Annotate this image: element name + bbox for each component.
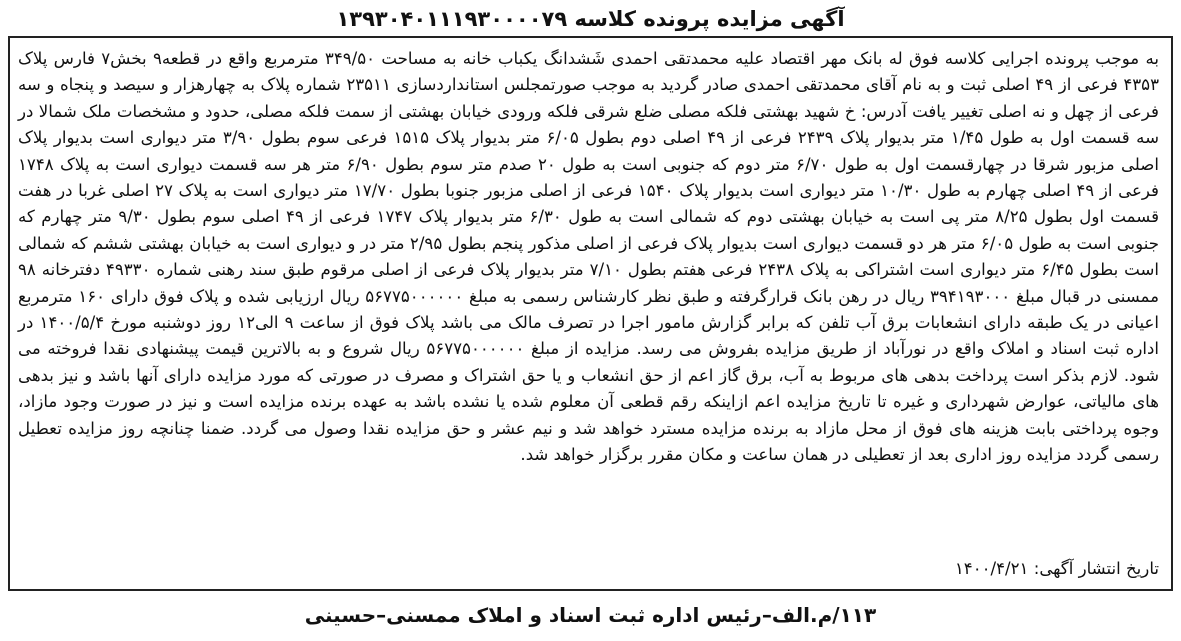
notice-body-frame — [8, 36, 1173, 591]
publish-date-line — [955, 556, 1159, 582]
publish-date-value: ۱۴۰۰/۴/۲۱ — [954, 559, 1029, 578]
notice-signature: ۱۱۳/م.الف–رئیس اداره ثبت اسناد و املاک ممسنی–حسینی — [304, 603, 877, 627]
notice-title: آگهی مزایده پرونده کلاسه ۱۳۹۳۰۴۰۱۱۱۹۳۰۰۰۰۷۹ — [336, 7, 845, 31]
notice-body-text: به موجب پرونده اجرایی کلاسه فوق له بانک مهر اقتصاد علیه محمدتقی احمدی شَشدانگ یکباب خانه به مساحت ۳۴۹/۵۰ مترمربع واقع در قطعه۹ بخش۷ فارس پلاک ۴۳۵۳ فرعی از ۴۹ اصلی ثبت و به نام آقای محمدتقی احمدی صادر گردید به موجب صورتمجلس استانداردسازی ۲۳۵۱۱ شماره پلاک به چهارهزار و سیصد و پنجاه و سه فرعی از چهل و نه اصلی تغییر یافت آدرس: خ شهید بهشتی فلکه مصلی ضلع شرقی فلکه ورودی خیابان بهشتی از سمت فلکه مصلی، حدود و مشخصات ملک شمالا در سه قسمت اول به طول ۱/۴۵ متر بدیوار پلاک ۲۴۳۹ فرعی از ۴۹ اصلی دوم بطول ۶/۰۵ متر بدیوار پلاک ۱۵۱۵ فرعی سوم بطول ۳/۹۰ متر دیواری است بدیوار پلاک اصلی مزبور شرقا در چهارقسمت اول به طول ۶/۷۰ متر دوم که جنوبی است به طول ۲۰ صدم متر سوم بطول ۶/۹۰ متر هر سه قسمت دیواری است به پلاک ۱۷۴۸ فرعی از ۴۹ اصلی چهارم به طول ۱۰/۳۰ متر دیواری است بدیوار پلاک ۱۵۴۰ فرعی از اصلی مزبور جنوبا بطول ۱۷/۷۰ متر دیواری است به پلاک ۲۷ اصلی غربا در هفت قسمت اول بطول ۸/۲۵ متر پی است به خیابان بهشتی دوم که شمالی است به طول ۶/۳۰ متر بدیوار پلاک ۱۷۴۷ فرعی از ۴۹ اصلی سوم بطول ۹/۳۰ متر چهارم که جنوبی است به طول ۶/۰۵ متر هر دو قسمت دیواری است بدیوار پلاک فرعی از اصلی مذکور پنجم بطول ۲/۹۵ متر در و دیواری است به خیابان بهشتی ششم که شمالی است بطول ۶/۴۵ متر دیواری است اشتراکی به پلاک ۲۴۳۸ فرعی هفتم بطول ۷/۱۰ متر بدیوار پلاک فرعی از اصلی مرقوم طبق سند رهنی شماره ۴۹۳۳۰ دفترخانه ۹۸ ممسنی در قبال مبلغ ۳۹۴۱۹۳۰۰۰ ریال در رهن بانک قرارگرفته و طبق نظر کارشناس رسمی به مبلغ ۵۶۷۷۵۰۰۰۰۰۰ ریال ارزیابی شده و پلاک فوق دارای ۱۶۰ مترمربع اعیانی در یک طبقه دارای انشعابات برق آب تلفن که برابر گزارش مامور اجرا در تصرف مالک می باشد پلاک فوق از ساعت ۹ الی۱۲ روز دوشنبه مورخ ۱۴۰۰/۵/۴ در اداره ثبت اسناد و املاک واقع در نورآباد از طریق مزایده بفروش می رسد. مزایده از مبلغ ۵۶۷۷۵۰۰۰۰۰۰ ریال شروع و به بالاترین قیمت پیشنهادی نقدا فروخته می شود. لازم بذکر است پرداخت بدهی های مربوط به آب، برق گاز اعم از حق انشعاب و یا حق اشتراک و مصرف در صورتی که مورد مزایده دارای آنها باشد و نیز بدهی های مالیاتی، عوارض شهرداری و غیره تا تاریخ مزایده اعم ازاینکه رقم قطعی آن معلوم شده یا نشده باشد به عهده برنده مزایده است و نیز در صورت وجود مازاد، وجوه پرداختی بابت هزینه های فوق از محل مازاد به برنده مزایده مسترد خواهد شد و نیم عشر و حق مزایده نقدا وصول می گردد. ضمنا چنانچه روز مزایده تعطیل رسمی گردد مزایده روز اداری بعد از تعطیلی در همان ساعت و مکان مقرر برگزار خواهد شد. — [18, 49, 1160, 465]
publish-date-label: تاریخ انتشار آگهی: — [1033, 559, 1159, 578]
